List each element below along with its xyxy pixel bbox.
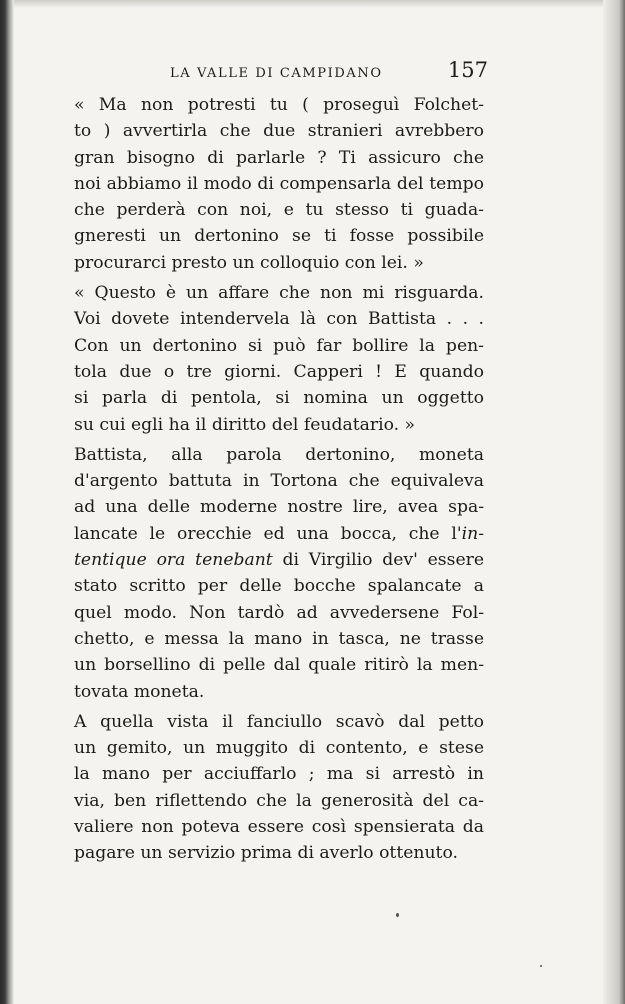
book-gutter-shadow [0, 0, 14, 1004]
italic-run: in- [461, 523, 484, 544]
running-title: LA VALLE DI CAMPIDANO [170, 66, 383, 81]
text-line: gran bisogno di parlarle ? Ti assicuro che [74, 147, 484, 168]
text-line: quel modo. Non tardò ad avvedersene Fol- [74, 602, 484, 623]
text-line: tovata moneta. [74, 681, 205, 702]
text-line: su cui egli ha il diritto del feudatario. » [74, 414, 416, 435]
italic-run: tentique ora tenebant [74, 550, 273, 571]
page-header [74, 58, 494, 88]
text-line: un borsellino di pelle dal quale ritirò la men- [74, 655, 484, 676]
text-line: via, ben riflettendo che la generosità del ca- [74, 790, 484, 811]
text-line: gneresti un dertonino se ti fosse possibile [74, 226, 484, 247]
text-line: la mano per acciuffarlo ; ma si arrestò in [74, 764, 484, 785]
text-line: si parla di pentola, si nomina un oggetto [74, 388, 484, 409]
text-line: Battista, alla parola dertonino, moneta [74, 444, 484, 465]
text-run: di Virgilio dev' essere [272, 550, 484, 571]
page-right-edge [603, 0, 625, 1004]
text-line: d'argento battuta in Tortona che equivaleva [74, 471, 484, 492]
page-top-shadow [0, 0, 625, 8]
text-run: lancate le orecchie ed una bocca, che l' [74, 523, 462, 544]
text-line: pagare un servizio prima di averlo ottenuto. [74, 843, 458, 864]
page-body [74, 92, 484, 867]
text-line-mixed [74, 547, 484, 573]
text-line: Voi dovete intendervela là con Battista . . . [74, 309, 484, 330]
text-line: che perderà con noi, e tu stesso ti guada- [74, 200, 484, 221]
text-line: to ) avvertirla che due stranieri avrebbero [74, 121, 484, 142]
text-line: ad una delle moderne nostre lire, avea spa- [74, 497, 484, 518]
text-line: noi abbiamo il modo di compensarla del tempo [74, 173, 484, 194]
page-number: 157 [447, 58, 488, 82]
text-line: procurarci presto un colloquio con lei. » [74, 252, 424, 273]
text-line: un gemito, un muggito di contento, e stese [74, 738, 484, 759]
text-line: « Ma non potresti tu ( proseguì Folchet- [74, 95, 484, 115]
text-line-mixed [74, 521, 484, 547]
paper-speck [396, 913, 399, 917]
text-line: valiere non poteva essere così spensierata da [74, 817, 484, 838]
text-line: chetto, e messa la mano in tasca, ne trasse [74, 628, 484, 649]
text-line: « Questo è un affare che non mi risguarda. [74, 283, 484, 304]
text-line: Con un dertonino si può far bollire la pen- [74, 335, 484, 356]
text-line: A quella vista il fanciullo scavò dal petto [74, 711, 484, 732]
text-line: stato scritto per delle bocche spalancate a [74, 576, 484, 597]
paper-speck [540, 965, 542, 967]
text-line: tola due o tre giorni. Capperi ! E quando [74, 361, 484, 382]
